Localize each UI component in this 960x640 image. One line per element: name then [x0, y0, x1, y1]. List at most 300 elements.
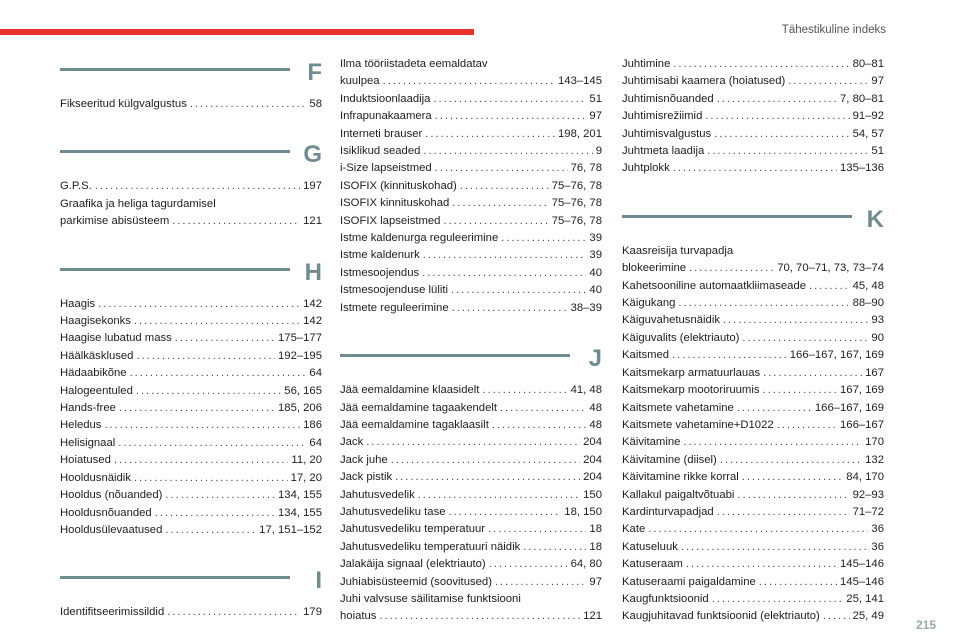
index-entry-pages: 36: [871, 523, 884, 536]
dot-leader: [190, 96, 307, 113]
index-entry: [60, 178, 322, 195]
dot-leader: [763, 382, 838, 399]
dot-leader: [777, 417, 837, 434]
index-entry-term: Hooldusülevaatused: [60, 523, 163, 536]
index-entry-pages: 179: [303, 606, 322, 619]
index-entry: [622, 91, 884, 108]
section-rule: [60, 150, 290, 153]
dot-leader: [705, 108, 849, 125]
index-entry: [622, 504, 884, 521]
dot-leader: [489, 556, 568, 573]
index-entry-prefix: Ilma tööriistadeta eemaldatav: [340, 58, 488, 70]
index-entry: [622, 452, 884, 469]
index-entry-pages: 166–167, 169: [814, 401, 884, 414]
index-entry-term: Jahutusvedelik: [340, 488, 415, 501]
index-entry: [60, 417, 322, 434]
index-entry-term: Haagise lubatud mass: [60, 332, 172, 345]
index-entry-term: ISOFIX lapseistmed: [340, 214, 441, 227]
section-header: [60, 56, 322, 96]
dot-leader: [119, 400, 275, 417]
index-entry-term: blokeerimine: [622, 262, 687, 275]
index-entry: [60, 505, 322, 522]
index-entry-pages: 71–72: [852, 505, 884, 518]
section-gap: [60, 231, 322, 256]
index-entry-pages: 41, 48: [570, 384, 602, 397]
index-entry-pages: 142: [303, 315, 322, 328]
index-entry: [622, 260, 884, 277]
index-entry-term: Juhtimisabi kaamera (hoiatused): [622, 75, 786, 88]
page-header-title: Tähestikuline indeks: [781, 24, 886, 36]
section-header: [340, 342, 602, 382]
index-entry-pages: 11, 20: [291, 454, 322, 467]
index-entry-pages: 97: [589, 110, 602, 123]
dot-leader: [134, 313, 300, 330]
index-entry-pages: 51: [589, 92, 602, 105]
index-entry: [60, 213, 322, 230]
index-entry-pages: 167: [865, 366, 884, 379]
section-gap: [340, 317, 602, 342]
index-entry: [340, 382, 602, 399]
index-entry-term: Istmete reguleerimine: [340, 301, 449, 314]
index-entry-term: Kaugfunktsioonid: [622, 592, 709, 605]
index-entry: [60, 452, 322, 469]
dot-leader: [167, 604, 300, 621]
index-entry: [340, 213, 602, 230]
index-entry: [622, 591, 884, 608]
index-entry-pages: 170: [865, 436, 884, 449]
index-entry-pages: 84, 170: [846, 471, 884, 484]
dot-leader: [683, 434, 862, 451]
dot-leader: [136, 348, 275, 365]
index-entry: [622, 126, 884, 143]
page-number: 215: [915, 618, 936, 632]
index-entry: [340, 126, 602, 143]
dot-leader: [720, 452, 862, 469]
dot-leader: [423, 143, 592, 160]
index-entry-pages: 90: [871, 331, 884, 344]
dot-leader: [488, 521, 586, 538]
index-entry-term: Katuseraam: [622, 558, 683, 571]
index-entry: [622, 417, 884, 434]
index-entry: [622, 160, 884, 177]
index-entry-term: Katuseraami paigaldamine: [622, 575, 756, 588]
index-entry: [340, 230, 602, 247]
dot-leader: [717, 91, 837, 108]
index-entry-pages: 17, 20: [290, 471, 322, 484]
index-entry: [60, 383, 322, 400]
index-entry: [340, 452, 602, 469]
index-entry: [622, 108, 884, 125]
dot-leader: [763, 365, 862, 382]
index-entry-term: Kaitsmete vahetamine+D1022: [622, 418, 774, 431]
index-entry-term: Juhtplokk: [622, 162, 670, 175]
index-entry-term: Jää eemaldamine klaasidelt: [340, 384, 480, 397]
index-entry: [340, 434, 602, 451]
index-entry-term: Hooldus (nõuanded): [60, 489, 163, 502]
section-letter: G: [303, 141, 322, 169]
index-entry-pages: 175–177: [278, 332, 322, 345]
section-header: [60, 138, 322, 178]
index-entry: [340, 400, 602, 417]
dot-leader: [395, 469, 580, 486]
index-entry-pages: 145–146: [840, 558, 884, 571]
index-column-2: [340, 56, 602, 626]
dot-leader: [130, 365, 307, 382]
index-entry-term: Induktsioonlaadija: [340, 92, 431, 105]
dot-leader: [788, 73, 868, 90]
index-entry-pages: 18: [589, 523, 602, 536]
index-entry: [60, 487, 322, 504]
index-entry-pages: 88–90: [852, 297, 884, 310]
section-rule: [340, 354, 570, 357]
index-entry-pages: 48: [589, 418, 602, 431]
index-entry-term: Jack: [340, 436, 364, 449]
index-entry: [340, 178, 602, 195]
index-entry-pages: 145–146: [840, 575, 884, 588]
section-header: [60, 256, 322, 296]
index-entry: [60, 400, 322, 417]
index-entry: [60, 365, 322, 382]
index-entry: [622, 556, 884, 573]
index-entry-pages: 39: [589, 232, 602, 245]
section-letter: J: [588, 345, 602, 373]
dot-leader: [433, 91, 586, 108]
index-entry-pages: 132: [865, 453, 884, 466]
index-entry: [622, 574, 884, 591]
index-entry-term: Haagis: [60, 297, 96, 310]
index-entry-pages: 70, 70–71, 73, 73–74: [777, 262, 884, 275]
dot-leader: [443, 213, 548, 230]
index-entry-term: hoiatus: [340, 610, 377, 623]
index-entry-term: Jahutusvedeliku temperatuuri näidik: [340, 540, 521, 553]
index-entry: [340, 265, 602, 282]
dot-leader: [451, 282, 586, 299]
header-accent-bar: [0, 29, 474, 35]
index-entry-term: Helisignaal: [60, 436, 116, 449]
dot-leader: [672, 347, 787, 364]
index-entry-term: Jää eemaldamine tagaklaasilt: [340, 418, 489, 431]
index-entry: [622, 487, 884, 504]
dot-leader: [449, 504, 562, 521]
index-entry-term: Juhiabisüsteemid (soovitused): [340, 575, 492, 588]
index-entry-pages: 121: [583, 610, 602, 623]
index-entry-term: Juhtmeta laadija: [622, 145, 705, 158]
index-entry: [340, 574, 602, 591]
index-entry-term: Kate: [622, 523, 646, 536]
index-entry: [340, 539, 602, 556]
index-entry: [622, 73, 884, 90]
index-column-1: [60, 56, 322, 622]
index-entry-pages: 204: [583, 436, 602, 449]
index-entry-term: Juhtimisrežiimid: [622, 110, 703, 123]
index-entry-pages: 192–195: [278, 349, 322, 362]
index-entry-pages: 9: [595, 145, 602, 158]
dot-leader: [681, 539, 869, 556]
dot-leader: [482, 382, 567, 399]
index-entry-pages: 134, 155: [278, 506, 322, 519]
index-entry: [622, 434, 884, 451]
index-entry: [622, 143, 884, 160]
index-entry-term: Istmesoojendus: [340, 266, 420, 279]
index-entry-pages: 80–81: [852, 58, 884, 70]
index-entry-pages: 25, 49: [852, 610, 884, 623]
dot-leader: [714, 126, 849, 143]
dot-leader: [673, 56, 849, 73]
index-entry-prefix: Kaasreisija turvapadja: [622, 244, 734, 257]
index-entry-pages: 75–76, 78: [551, 197, 602, 210]
dot-leader: [809, 278, 850, 295]
index-entry: [60, 96, 322, 113]
section-gap: [60, 113, 322, 138]
index-entry-term: Kallakul paigaltvõtuabi: [622, 488, 735, 501]
index-entry: [340, 521, 602, 538]
index-entry-term: Kaitsmed: [622, 349, 670, 362]
index-entry-pages: 25, 141: [846, 592, 884, 605]
index-entry-pages: 135–136: [840, 162, 884, 175]
index-entry-term: Hands-free: [60, 402, 116, 415]
index-entry-term: i-Size lapseistmed: [340, 162, 432, 175]
index-entry-pages: 18, 150: [564, 505, 602, 518]
section-rule: [60, 268, 290, 271]
index-entry: [622, 56, 884, 73]
index-entry-term: Hoiatused: [60, 454, 111, 467]
dot-leader: [165, 522, 256, 539]
index-entry: [340, 300, 602, 317]
index-entry-pages: 185, 206: [278, 402, 322, 415]
dot-leader: [723, 312, 868, 329]
dot-leader: [673, 160, 837, 177]
dot-leader: [114, 452, 289, 469]
dot-leader: [423, 247, 587, 264]
dot-leader: [737, 487, 849, 504]
index-entry-term: Istmesoojenduse lüliti: [340, 284, 449, 297]
index-entry-term: Fikseeritud külgvalgustus: [60, 98, 187, 110]
dot-leader: [460, 178, 549, 195]
dot-leader: [823, 608, 850, 625]
section-letter: F: [307, 59, 322, 86]
index-entry-term: Käiguvalits (elektriauto): [622, 331, 740, 344]
dot-leader: [712, 591, 844, 608]
dot-leader: [155, 505, 275, 522]
index-entry-term: Käigukang: [622, 297, 676, 310]
index-entry-term: Kaugjuhitavad funktsioonid (elektriauto): [622, 610, 820, 623]
index-entry-term: G.P.S.: [60, 180, 92, 193]
index-entry: [622, 312, 884, 329]
index-entry-pages: 38–39: [570, 301, 602, 314]
index-entry: [622, 330, 884, 347]
dot-leader: [422, 265, 586, 282]
index-entry: [340, 143, 602, 160]
section-letter: I: [315, 567, 322, 595]
dot-leader: [523, 539, 586, 556]
dot-leader: [500, 400, 586, 417]
index-entry-term: Häälkäsklused: [60, 349, 134, 362]
index-entry-pages: 91–92: [852, 110, 884, 123]
dot-leader: [95, 178, 300, 195]
dot-leader: [452, 195, 548, 212]
dot-leader: [136, 383, 281, 400]
index-entry-pages: 121: [303, 215, 322, 228]
dot-leader: [118, 435, 306, 452]
index-entry-term: Juhtimisnõuanded: [622, 92, 714, 105]
dot-leader: [678, 295, 849, 312]
index-entry-term: Kardinturvapadjad: [622, 505, 714, 518]
dot-leader: [737, 400, 812, 417]
index-entry-term: Jalakäija signaal (elektriauto): [340, 558, 486, 571]
dot-leader: [686, 556, 837, 573]
section-letter: K: [866, 205, 884, 233]
index-entry-term: Isiklikud seaded: [340, 145, 421, 158]
section-rule: [622, 215, 852, 218]
index-entry: [60, 313, 322, 330]
index-entry-pages: 186: [303, 419, 322, 432]
index-entry-pages: 56, 165: [284, 384, 322, 397]
index-entry: [340, 108, 602, 125]
dot-leader: [165, 487, 275, 504]
index-entry-term: Hooldusnõuanded: [60, 506, 152, 519]
index-entry-pages: 18: [589, 540, 602, 553]
index-entry-pages: 142: [303, 297, 322, 310]
index-entry-pages: 75–76, 78: [551, 179, 602, 192]
dot-leader: [452, 300, 568, 317]
index-entry: [60, 296, 322, 313]
dot-leader: [391, 452, 580, 469]
index-entry-term: Hädaabikõne: [60, 367, 127, 380]
index-entry: [60, 470, 322, 487]
index-entry-term: parkimise abisüsteem: [60, 215, 170, 228]
dot-leader: [742, 469, 844, 486]
index-entry-pages: 64, 80: [570, 558, 602, 571]
index-entry: [340, 160, 602, 177]
index-entry-pages: 40: [589, 284, 602, 297]
index-entry-term: Jahutusvedeliku temperatuur: [340, 523, 486, 536]
dot-leader: [175, 330, 275, 347]
dot-leader: [418, 487, 580, 504]
index-entry-term: Haagisekonks: [60, 315, 131, 328]
index-entry-term: Käivitamine (diisel): [622, 453, 717, 466]
section-header: [622, 203, 884, 243]
index-entry-term: kuulpea: [340, 75, 380, 88]
index-entry-term: Juhtimine: [622, 58, 671, 70]
index-entry-term: Hooldusnäidik: [60, 471, 131, 484]
index-entry: [622, 521, 884, 538]
dot-leader: [495, 574, 586, 591]
index-entry-term: Käivitamine: [622, 436, 681, 449]
dot-leader: [134, 470, 288, 487]
index-entry-term: Istme kaldenurk: [340, 249, 420, 262]
index-entry: [340, 73, 602, 90]
index-entry-pages: 64: [309, 436, 322, 449]
index-entry-term: Käivitamine rikke korral: [622, 471, 739, 484]
index-entry-term: ISOFIX kinnituskohad: [340, 197, 450, 210]
section-rule: [60, 68, 290, 71]
index-entry: [60, 604, 322, 621]
index-entry-pages: 204: [583, 453, 602, 466]
index-entry: [340, 247, 602, 264]
dot-leader: [707, 143, 868, 160]
index-entry-term: Heledus: [60, 419, 102, 432]
index-entry-pages: 197: [303, 180, 322, 193]
index-entry-term: ISOFIX (kinnituskohad): [340, 179, 457, 192]
dot-leader: [717, 504, 850, 521]
index-entry: [340, 91, 602, 108]
index-entry-term: Juhtimisvalgustus: [622, 127, 712, 140]
index-entry: [340, 504, 602, 521]
index-entry: [340, 487, 602, 504]
index-entry: [60, 348, 322, 365]
index-entry-pages: 150: [583, 488, 602, 501]
index-entry-term: Istme kaldenurga reguleerimine: [340, 232, 499, 245]
index-entry-term: Kaitsmekarp armatuurlauas: [622, 366, 761, 379]
section-header: [60, 564, 322, 604]
index-entry: [60, 435, 322, 452]
dot-leader: [742, 330, 868, 347]
dot-leader: [492, 417, 587, 434]
index-entry-pages: 166–167: [840, 418, 884, 431]
dot-leader: [172, 213, 300, 230]
dot-leader: [435, 108, 587, 125]
index-entry: [622, 295, 884, 312]
index-entry-pages: 204: [583, 471, 602, 484]
index-entry-pages: 64: [309, 367, 322, 380]
section-gap: [60, 539, 322, 564]
index-entry-term: Käiguvahetusnäidik: [622, 314, 720, 327]
index-entry-term: Identifitseerimissildid: [60, 606, 165, 619]
dot-leader: [435, 160, 568, 177]
index-entry-term: Jack pistik: [340, 471, 393, 484]
dot-leader: [98, 296, 300, 313]
dot-leader: [648, 521, 868, 538]
index-entry: [622, 539, 884, 556]
index-entry-term: Kaitsmekarp mootoriruumis: [622, 384, 760, 397]
dot-leader: [501, 230, 586, 247]
index-entry-prefix: Juhi valvsuse säilitamise funktsiooni: [340, 592, 521, 605]
dot-leader: [689, 260, 774, 277]
index-entry-pages: 97: [871, 75, 884, 88]
index-entry-term: Interneti brauser: [340, 127, 423, 140]
index-entry-pages: 7, 80–81: [840, 92, 884, 105]
index-entry-pages: 166–167, 167, 169: [789, 349, 884, 362]
index-entry-pages: 93: [871, 314, 884, 327]
index-entry: [622, 365, 884, 382]
index-entry: [622, 382, 884, 399]
index-entry-term: Jahutusvedeliku tase: [340, 505, 446, 518]
index-entry-pages: 167, 169: [840, 384, 884, 397]
index-entry-pages: 54, 57: [852, 127, 884, 140]
index-entry: [340, 282, 602, 299]
index-entry-term: Kaitsmete vahetamine: [622, 401, 734, 414]
index-entry: [340, 556, 602, 573]
index-entry: [340, 608, 602, 625]
index-entry: [622, 347, 884, 364]
index-entry: [622, 608, 884, 625]
index-entry-pages: 75–76, 78: [551, 214, 602, 227]
index-entry: [340, 417, 602, 434]
index-column-3: [622, 56, 884, 626]
dot-leader: [104, 417, 300, 434]
dot-leader: [383, 73, 555, 90]
index-entry-prefix: Graafika ja heliga tagurdamisel: [60, 197, 216, 210]
index-entry-term: Kahetsooniline automaatkliimaseade: [622, 279, 807, 292]
index-entry-pages: 39: [589, 249, 602, 262]
index-entry-term: Infrapunakaamera: [340, 110, 432, 123]
index-entry-pages: 36: [871, 540, 884, 553]
index-entry-pages: 58: [309, 98, 322, 110]
index-entry-pages: 198, 201: [558, 127, 602, 140]
index-entry-pages: 48: [589, 401, 602, 414]
index-entry-term: Jack juhe: [340, 453, 388, 466]
section-letter: H: [304, 258, 322, 286]
